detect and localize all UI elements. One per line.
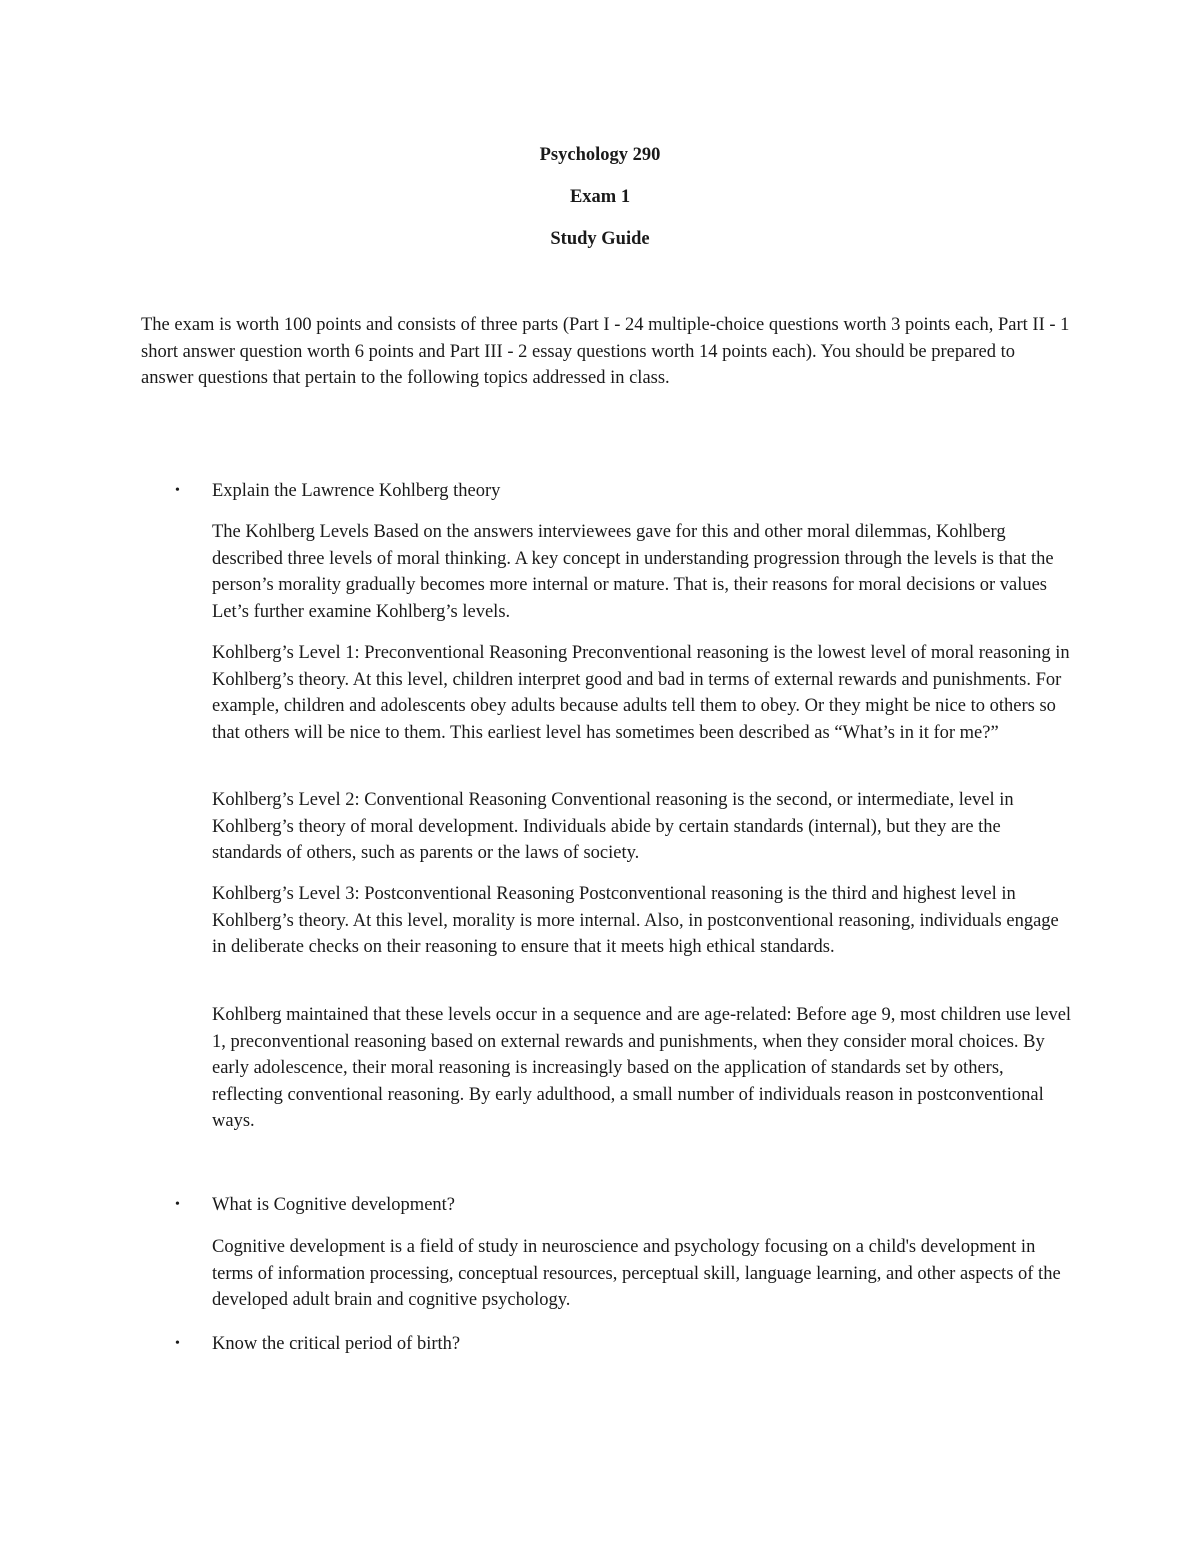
title-block — [0, 142, 1200, 268]
answer-paragraph: Kohlberg’s Level 3: Postconventional Reasoning Postconventional reasoning is the third and highest level in Kohlberg’s theory. At this level, morality is more internal. Also, in postconventional reasoning, individuals engage in deliberate checks on their reasoning to ensure that it meets high ethical standards. — [212, 884, 1059, 957]
bullet-icon: • — [175, 1197, 180, 1212]
answer-paragraph: The Kohlberg Levels Based on the answers interviewees gave for this and other moral dilemmas, Kohlberg described three levels of moral thinking. A key concept in understanding progression through the levels is that the person’s morality gradually becomes more internal or mature. That is, their reasons for moral decisions or values Let’s further examine Kohlberg’s levels. — [212, 522, 1054, 622]
topic-question: What is Cognitive development? — [212, 1195, 456, 1215]
bullet-icon: • — [175, 1336, 180, 1351]
intro-paragraph: The exam is worth 100 points and consists of three parts (Part I - 24 multiple-choice questions worth 3 points each, Part II - 1 short answer question worth 6 points and Part III - 2 essay questions worth 14 points each). You should be prepared to answer questions that pertain to the following topics addressed in class. — [141, 315, 1070, 388]
course-title: Psychology 290 — [539, 145, 661, 165]
topic-question: Explain the Lawrence Kohlberg theory — [212, 481, 501, 501]
answer-paragraph: Kohlberg maintained that these levels occur in a sequence and are age-related: Before age 9, most children use level 1, preconventional reasoning based on external rewards and punishments, when they consider moral choices. By early adolescence, their moral reasoning is increasingly based on the application of standards set by others, reflecting conventional reasoning. By early adulthood, a small number of individuals reason in postconventional ways. — [212, 1005, 1072, 1131]
bullet-icon: • — [175, 483, 180, 498]
answer-paragraph: Kohlberg’s Level 2: Conventional Reasoning Conventional reasoning is the second, or intermediate, level in Kohlberg’s theory of moral development. Individuals abide by certain standards (internal), but they are the standards of others, such as parents or the laws of society. — [212, 790, 1014, 863]
answer-paragraph: Kohlberg’s Level 1: Preconventional Reasoning Preconventional reasoning is the lowest level of moral reasoning in Kohlberg’s theory. At this level, children interpret good and bad in terms of external rewards and punishments. For example, children and adolescents obey adults because adults tell them to obey. Or they might be nice to others so that others will be nice to them. This earliest level has sometimes been described as “What’s in it for me?” — [212, 643, 1070, 743]
answer-paragraph: Cognitive development is a field of study in neuroscience and psychology focusing on a child's development in terms of information processing, conceptual resources, perceptual skill, language learning, and other aspects of the developed adult brain and cognitive psychology. — [212, 1237, 1061, 1310]
topic-question: Know the critical period of birth? — [212, 1334, 461, 1354]
exam-title: Exam 1 — [569, 187, 631, 207]
doc-type-title: Study Guide — [550, 229, 650, 249]
